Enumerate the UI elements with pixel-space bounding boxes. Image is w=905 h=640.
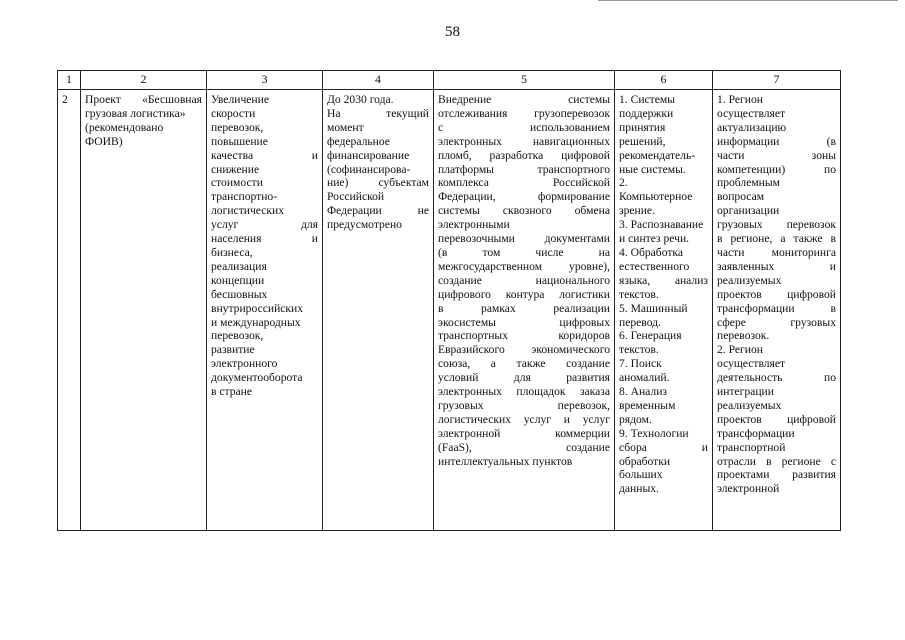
- cell-text-line: 7. Поиск: [619, 357, 662, 371]
- cell-text-line: транспортных коридоров: [438, 329, 610, 343]
- cell-text-line: 4. Обработка: [619, 245, 684, 259]
- cell-text-line: больших: [619, 468, 663, 482]
- cell-text-line: текстов.: [619, 287, 659, 301]
- cell-text-line: ные системы.: [619, 162, 686, 176]
- cell-text-line: развитие: [211, 343, 255, 357]
- cell-text-line: Федерации не: [327, 204, 429, 218]
- cell-text-line: электронных навигационных: [438, 134, 610, 148]
- cell-text-line: перевозок,: [211, 329, 264, 343]
- cell-text-line: отслеживания грузоперевозок: [438, 106, 610, 120]
- cell-text-line: 8. Анализ: [619, 385, 667, 399]
- cell-text-line: принятия: [619, 120, 666, 134]
- cell-text-line: проектов цифровой: [717, 287, 836, 301]
- cell-text-line: деятельность по: [717, 371, 836, 385]
- cell-text-line: вопросам: [717, 190, 765, 204]
- cell-text-line: бизнеса,: [211, 245, 253, 259]
- cell-text-line: документооборота: [211, 371, 303, 385]
- header-cell-6: 6: [615, 71, 713, 90]
- cell-text-line: системы сквозного обмена: [438, 204, 610, 218]
- cell-text-line: сфере грузовых: [717, 315, 836, 329]
- cell-text-line: реализуемых: [717, 273, 782, 287]
- cell-text-line: естественного: [619, 259, 690, 273]
- cell-text-line: До 2030 года.: [327, 93, 394, 106]
- cell-text-line: цифрового контура логистики: [438, 287, 610, 301]
- cell-text-line: ние) субъектам: [327, 176, 429, 190]
- cell-text-line: грузовая логистика»: [85, 106, 186, 120]
- cell-text-line: электронных площадок заказа: [438, 385, 610, 399]
- technologies-cell: [615, 90, 713, 531]
- cell-text-line: союза, а также создание: [438, 357, 610, 371]
- cell-text-line: перевозок,: [211, 120, 264, 134]
- cell-text-line: качества и: [211, 148, 318, 162]
- cell-text-line: Компьютерное: [619, 190, 693, 204]
- cell-text-line: межгосударственном уровне),: [438, 259, 610, 273]
- cell-text-line: (FaaS), создание: [438, 440, 610, 454]
- cell-text-line: с использованием: [438, 120, 610, 134]
- cell-text-line: реализуемых: [717, 398, 782, 412]
- cell-text-line: повышение: [211, 134, 268, 148]
- cell-text-line: данных.: [619, 482, 659, 496]
- cell-text-line: концепции: [211, 273, 265, 287]
- cell-text-line: осуществляет: [717, 106, 786, 120]
- cell-text-line: логистических: [211, 204, 285, 218]
- cell-text-line: федеральное: [327, 134, 390, 148]
- cell-text-line: транспортной: [717, 440, 786, 454]
- top-edge-rule: [598, 0, 898, 1]
- cell-text-line: 6. Генерация: [619, 329, 682, 343]
- cell-text-line: момент: [327, 120, 364, 134]
- header-cell-1: 1: [58, 71, 81, 90]
- cell-text-line: зрение.: [619, 204, 655, 218]
- cell-text-line: экосистемы цифровых: [438, 315, 610, 329]
- cell-text-line: обработки: [619, 454, 671, 468]
- cell-text-line: электронной: [717, 482, 780, 496]
- region-role-cell: [713, 90, 841, 531]
- cell-text-line: в рамках реализации: [438, 301, 610, 315]
- cell-text-line: и синтез речи.: [619, 232, 690, 246]
- cell-text-line: логистических услуг и услуг: [438, 412, 610, 426]
- cell-text-line: грузовых перевозок,: [438, 398, 610, 412]
- cell-text-line: На текущий: [327, 106, 429, 120]
- cell-text-line: электронного: [211, 357, 278, 371]
- cell-text-line: бесшовных: [211, 287, 268, 301]
- cell-text-line: (рекомендовано: [85, 120, 164, 134]
- header-cell-4: 4: [323, 71, 434, 90]
- cell-text-line: в регионе, а также в: [717, 232, 836, 246]
- cell-text-line: Увеличение: [211, 93, 269, 106]
- cell-text-line: рекомендатель-: [619, 148, 696, 162]
- cell-text-line: рядом.: [619, 412, 652, 426]
- measures-table: [57, 70, 841, 531]
- cell-text-line: Проект «Бесшовная: [85, 93, 202, 106]
- cell-text-line: Евразийского экономического: [438, 343, 610, 357]
- cell-text-line: перевозочными документами: [438, 232, 610, 246]
- cell-text-line: трансформации в: [717, 301, 836, 315]
- cell-text-line: населения и: [211, 232, 318, 246]
- page-number: 58: [445, 24, 460, 40]
- cell-text-line: 2.: [619, 176, 628, 190]
- cell-text-line: 3. Распознавание: [619, 218, 704, 232]
- cell-text-line: интеллектуальных пунктов: [438, 454, 573, 468]
- cell-text-line: текстов.: [619, 343, 659, 357]
- cell-text-line: осуществляет: [717, 357, 786, 371]
- cell-text-line: поддержки: [619, 106, 674, 120]
- cell-text-line: аномалий.: [619, 371, 670, 385]
- header-cell-5: 5: [434, 71, 615, 90]
- deadline-financing-cell: [323, 90, 434, 531]
- cell-text-line: заявленных и: [717, 259, 836, 273]
- cell-text-line: финансирование: [327, 148, 410, 162]
- cell-text-line: стоимости: [211, 176, 263, 190]
- cell-text-line: интеграции: [717, 385, 774, 399]
- cell-text-line: Российской: [327, 190, 385, 204]
- cell-text-line: снижение: [211, 162, 260, 176]
- cell-text-line: временным: [619, 398, 676, 412]
- cell-text-line: Внедрение системы: [438, 93, 610, 106]
- cell-text-line: 9. Технологии: [619, 426, 689, 440]
- goals-cell: [207, 90, 323, 531]
- cell-text-line: отрасли в регионе с: [717, 454, 836, 468]
- cell-text-line: перевозок.: [717, 329, 770, 343]
- cell-text-line: и международных: [211, 315, 301, 329]
- cell-text-line: проблемным: [717, 176, 781, 190]
- cell-text-line: решений,: [619, 134, 666, 148]
- table-header-row: [58, 71, 841, 90]
- cell-text-line: в стране: [211, 385, 253, 399]
- cell-text-line: проектов цифровой: [717, 412, 836, 426]
- cell-text-line: условий для развития: [438, 371, 610, 385]
- cell-text-line: реализация: [211, 259, 267, 273]
- cell-text-line: проектами развития: [717, 468, 836, 482]
- cell-text-line: компетенции) по: [717, 162, 836, 176]
- cell-text-line: 5. Машинный: [619, 301, 688, 315]
- cell-text-line: актуализацию: [717, 120, 787, 134]
- cell-text-line: грузовых перевозок: [717, 218, 836, 232]
- cell-text-line: предусмотрено: [327, 218, 402, 232]
- measures-description-cell: [434, 90, 615, 531]
- cell-text-line: ФОИВ): [85, 134, 123, 148]
- cell-text-line: Федерации, формирование: [438, 190, 610, 204]
- cell-text-line: платформы транспортного: [438, 162, 610, 176]
- table-row: [58, 90, 841, 531]
- cell-text-line: части мониторинга: [717, 245, 836, 259]
- cell-text-line: электронными: [438, 218, 510, 232]
- cell-text-line: пломб, разработка цифровой: [438, 148, 610, 162]
- header-cell-3: 3: [207, 71, 323, 90]
- cell-text-line: части зоны: [717, 148, 836, 162]
- cell-text-line: перевод.: [619, 315, 661, 329]
- cell-text-line: (софинансирова-: [327, 162, 411, 176]
- cell-text-line: 1. Системы: [619, 93, 676, 106]
- project-name-cell: [81, 90, 207, 531]
- cell-text-line: информации (в: [717, 134, 836, 148]
- cell-text-line: трансформации: [717, 426, 795, 440]
- cell-text-line: 2. Регион: [717, 343, 763, 357]
- cell-text-line: (в том числе на: [438, 245, 610, 259]
- cell-text-line: электронной коммерции: [438, 426, 610, 440]
- cell-text-line: сбора и: [619, 440, 708, 454]
- cell-text-line: языка, анализ: [619, 273, 708, 287]
- cell-text-line: создание национального: [438, 273, 610, 287]
- cell-text-line: 1. Регион: [717, 93, 763, 106]
- row-number-cell: 2: [58, 90, 81, 531]
- cell-text-line: скорости: [211, 106, 256, 120]
- header-cell-2: 2: [81, 71, 207, 90]
- cell-text-line: организации: [717, 204, 780, 218]
- cell-text-line: транспортно-: [211, 190, 278, 204]
- cell-text-line: комплекса Российской: [438, 176, 610, 190]
- cell-text-line: внутрироссийских: [211, 301, 304, 315]
- header-cell-7: 7: [713, 71, 841, 90]
- cell-text-line: услуг для: [211, 218, 318, 232]
